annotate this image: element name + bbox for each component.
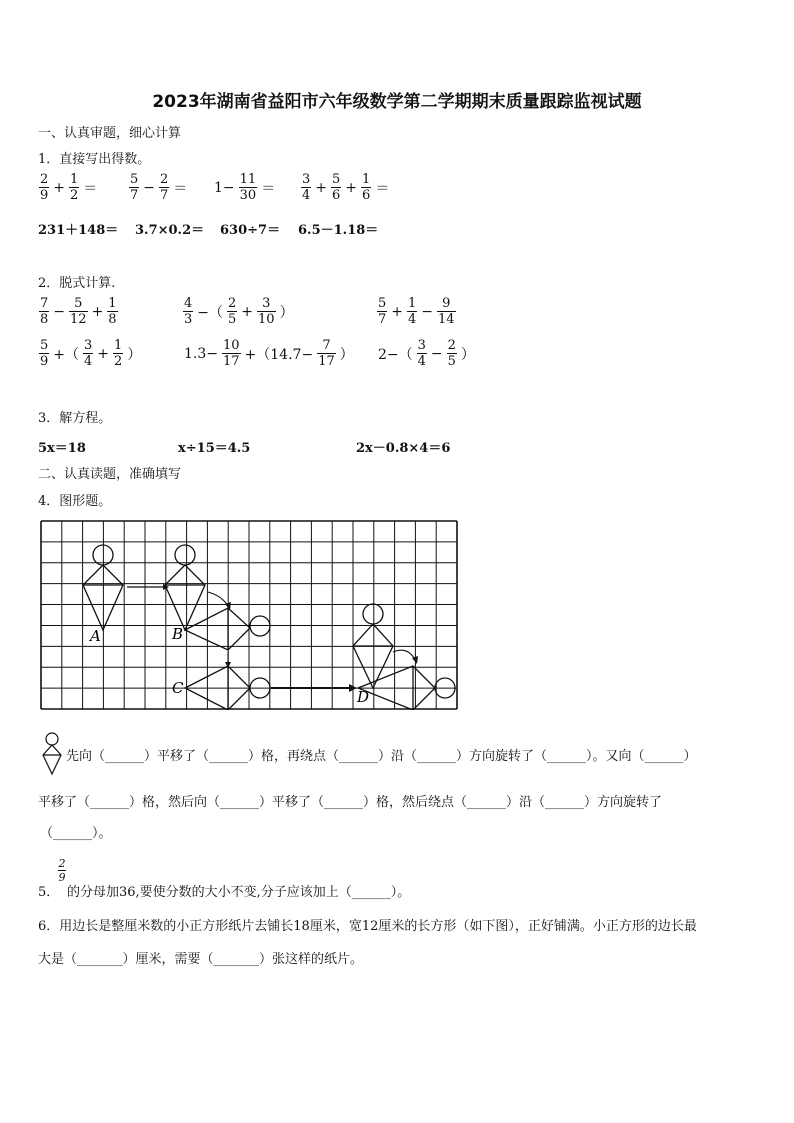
operator: +: [97, 345, 110, 362]
fraction: [159, 172, 169, 203]
fraction: [447, 338, 457, 369]
denominator: 2: [114, 354, 123, 369]
equation-1: 5x＝18: [38, 441, 86, 456]
denominator: 6: [362, 188, 371, 203]
numerator: 1: [108, 296, 117, 311]
fraction: [331, 172, 341, 203]
q1-row2-item-4: 6.5－1.18＝: [298, 223, 379, 238]
operator: ）: [127, 346, 142, 363]
question-3-label: 3．解方程。: [38, 411, 112, 426]
fraction: [113, 338, 123, 369]
equation-2: x÷15＝4.5: [178, 441, 251, 456]
numerator: 5: [332, 172, 341, 187]
numerator: 5: [40, 338, 49, 353]
q1-row1-expression-4: [300, 172, 391, 203]
operator: −: [143, 179, 156, 196]
fraction: [437, 296, 456, 327]
question-4-line-3: （______）。: [40, 826, 112, 841]
q5-fraction-numerator: 2: [58, 857, 66, 870]
operator: ）: [279, 304, 294, 321]
q1-row1-expression-2: [128, 172, 189, 203]
fraction: [69, 296, 88, 327]
operator: −（: [197, 304, 224, 321]
q5-fraction: [58, 857, 66, 884]
q2-row1-cell-2: [182, 296, 296, 327]
numerator: 3: [417, 338, 426, 353]
question-4-line-1: 先向（______）平移了（______）格，再绕点（______）沿（______）方向旋转了（______）。又向（______）: [66, 749, 697, 764]
numerator: 3: [262, 296, 271, 311]
numerator: 1: [114, 338, 123, 353]
operator: ＝: [261, 180, 276, 197]
fraction: [39, 296, 49, 327]
operator: +: [315, 179, 328, 196]
operator: +: [241, 303, 254, 320]
label-c: C: [172, 679, 184, 697]
numerator: 3: [84, 338, 93, 353]
denominator: 5: [447, 354, 456, 369]
denominator: 4: [84, 354, 93, 369]
denominator: 10: [258, 312, 275, 327]
denominator: 7: [378, 312, 387, 327]
q1-row2-item-1: 231＋148＝: [38, 223, 119, 238]
operator: ＝: [83, 180, 98, 197]
denominator: 7: [130, 188, 139, 203]
q1-row1-expression-3: [212, 172, 277, 203]
numerator: 1: [408, 296, 417, 311]
denominator: 4: [302, 188, 311, 203]
numerator: 7: [40, 296, 49, 311]
operator: ）: [339, 346, 354, 363]
fraction: [69, 172, 79, 203]
operator: −: [430, 345, 443, 362]
fraction: [239, 172, 258, 203]
q1-row1-cell-3: [212, 172, 277, 203]
denominator: 2: [70, 188, 79, 203]
numerator: 7: [322, 338, 331, 353]
q2-row2-expression-3: [376, 338, 477, 369]
numerator: 9: [442, 296, 451, 311]
label-d: D: [357, 688, 370, 706]
kite-figure-icon: [40, 731, 64, 777]
q2-row2-expression-2: [182, 338, 356, 369]
q2-row1-cell-3: [376, 296, 457, 327]
denominator: 12: [70, 312, 87, 327]
denominator: 7: [160, 188, 169, 203]
question-4-label: 4．图形题。: [38, 494, 112, 509]
fraction: [417, 338, 427, 369]
q2-row1-expression-2: [182, 296, 296, 327]
grid-figure: [40, 520, 458, 710]
question-5-prefix: 5．: [38, 885, 60, 900]
operator: 1−: [214, 179, 235, 196]
page-title: 2023年湖南省益阳市六年级数学第二学期期末质量跟踪监视试题: [152, 92, 642, 112]
fraction: [83, 338, 93, 369]
q2-row1-expression-1: [38, 296, 119, 327]
operator: ＝: [173, 180, 188, 197]
question-4-line-2: 平移了（______）格，然后向（______）平移了（______）格，然后绕点（______）沿（______）方向旋转了: [38, 795, 663, 810]
fraction: [301, 172, 311, 203]
q1-row1-expression-1: [38, 172, 99, 203]
question-6-line-2: 大是（_______）厘米，需要（_______）张这样的纸片。: [38, 952, 364, 967]
operator: 1.3−: [184, 345, 218, 362]
fraction: [39, 172, 49, 203]
numerator: 2: [40, 172, 49, 187]
question-6-line-1: 6．用边长是整厘米数的小正方形纸片去铺长18厘米，宽12厘米的长方形（如下图），正好铺满。小正方形的边长最: [38, 919, 697, 934]
denominator: 9: [40, 354, 49, 369]
denominator: 8: [108, 312, 117, 327]
fraction: [107, 296, 117, 327]
q2-row2-cell-1: [38, 338, 143, 369]
operator: 2−（: [378, 346, 413, 363]
numerator: 5: [74, 296, 83, 311]
numerator: 10: [223, 338, 240, 353]
q1-row2-item-2: 3.7×0.2＝: [135, 223, 205, 238]
denominator: 9: [40, 188, 49, 203]
fraction: [39, 338, 49, 369]
numerator: 11: [239, 172, 257, 187]
equation-3: 2x－0.8×4＝6: [356, 441, 451, 456]
denominator: 4: [417, 354, 426, 369]
q1-row1-cell-2: [128, 172, 189, 203]
q2-row1-expression-3: [376, 296, 457, 327]
question-2-label: 2．脱式计算.: [38, 276, 116, 291]
operator: +: [91, 303, 104, 320]
q2-row2-cell-2: [182, 338, 356, 369]
fraction: [377, 296, 387, 327]
numerator: 2: [228, 296, 237, 311]
section-2-heading: 二、认真读题，准确填写: [38, 467, 182, 482]
q2-row1-cell-1: [38, 296, 119, 327]
numerator: 5: [130, 172, 139, 187]
denominator: 6: [332, 188, 341, 203]
operator: −: [53, 303, 66, 320]
question-5-text: 的分母加36,要使分数的大小不变,分子应该加上（______）。: [67, 885, 411, 900]
q1-row1-cell-4: [300, 172, 391, 203]
numerator: 1: [70, 172, 79, 187]
denominator: 3: [184, 312, 193, 327]
question-1-label: 1．直接写出得数。: [38, 152, 151, 167]
denominator: 30: [239, 188, 257, 203]
numerator: 2: [160, 172, 169, 187]
fraction: [129, 172, 139, 203]
operator: +（14.7−: [244, 346, 314, 363]
label-b: B: [172, 625, 184, 643]
operator: +（: [53, 346, 80, 363]
operator: ）: [460, 346, 475, 363]
numerator: 3: [302, 172, 311, 187]
numerator: 1: [362, 172, 371, 187]
denominator: 4: [408, 312, 417, 327]
section-1-heading: 一、认真审题，细心计算: [38, 126, 182, 141]
denominator: 5: [228, 312, 237, 327]
q5-fraction-denominator: 9: [58, 871, 66, 884]
operator: +: [345, 179, 358, 196]
denominator: 8: [40, 312, 49, 327]
label-a: A: [90, 627, 101, 645]
numerator: 2: [447, 338, 456, 353]
numerator: 5: [378, 296, 387, 311]
q1-row1-cell-1: [38, 172, 99, 203]
operator: ＝: [375, 180, 390, 197]
fraction: [227, 296, 237, 327]
fraction: [317, 338, 336, 369]
operator: −: [421, 303, 434, 320]
denominator: 14: [438, 312, 455, 327]
fraction: [361, 172, 371, 203]
q1-row2-item-3: 630÷7＝: [220, 223, 281, 238]
fraction: [222, 338, 241, 369]
operator: +: [53, 179, 66, 196]
q2-row2-expression-1: [38, 338, 143, 369]
q2-row2-cell-3: [376, 338, 477, 369]
denominator: 17: [223, 354, 240, 369]
fraction: [183, 296, 193, 327]
fraction: [257, 296, 276, 327]
operator: +: [391, 303, 404, 320]
fraction: [407, 296, 417, 327]
denominator: 17: [318, 354, 335, 369]
numerator: 4: [184, 296, 193, 311]
